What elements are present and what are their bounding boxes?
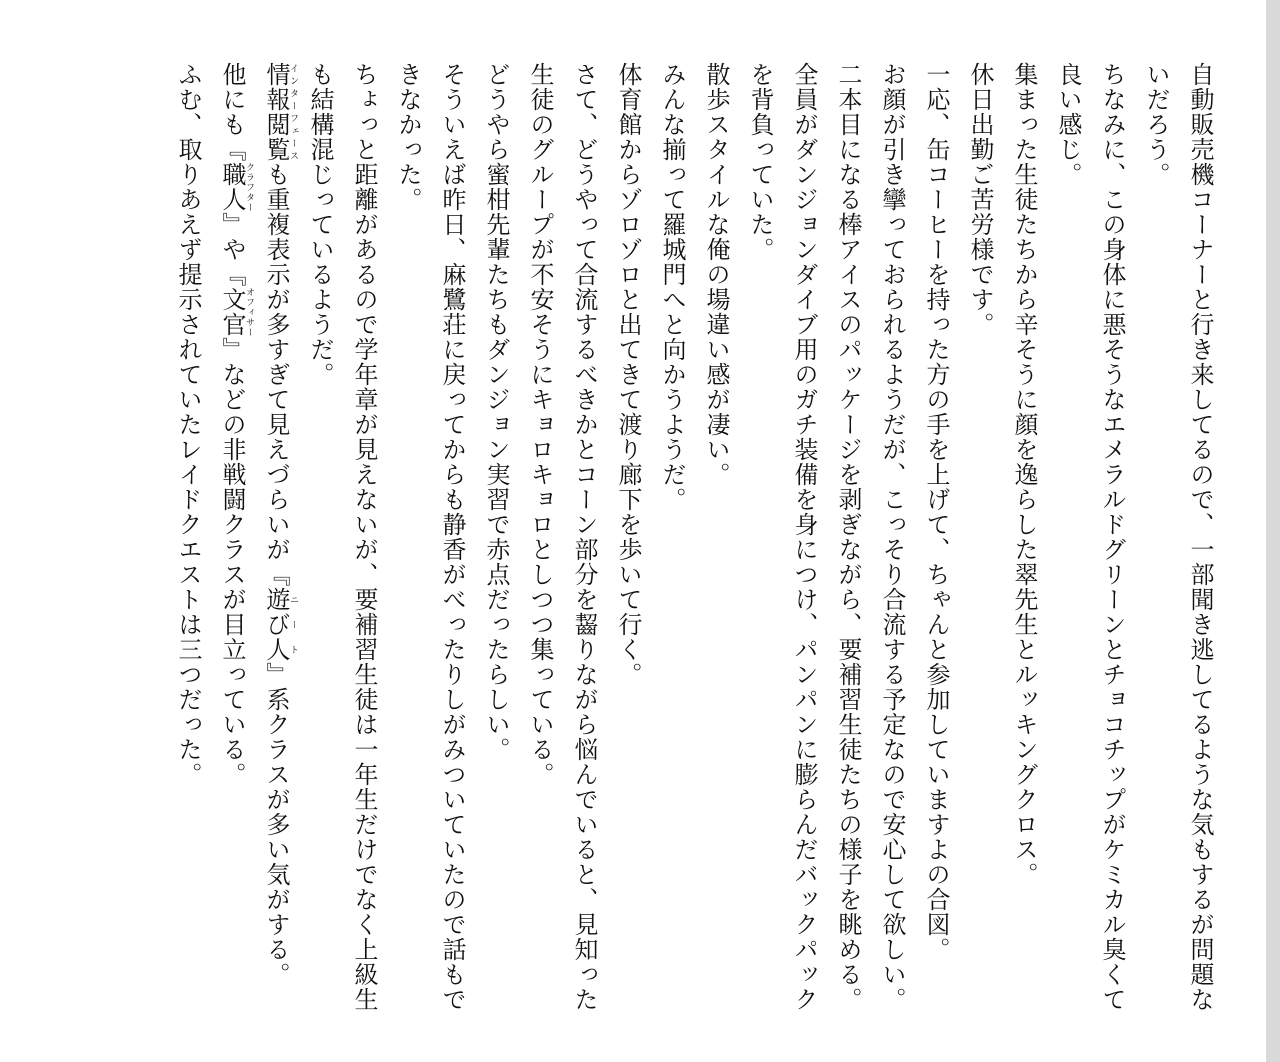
paragraph-14: そういえば昨日、麻鷺荘に戻ってからも静香がべったりしがみついていたので話もできなかった。 [394,62,466,1012]
paragraph-13: どうやら蜜柑先輩たちもダンジョン実習で赤点だったらしい。 [482,62,510,762]
page-edge [1266,0,1280,1062]
paragraph-2: ちなみに、この身体に悪そうなエメラルドグリーンとチョコチップがケミカル臭くて良い感じ。 [1054,62,1126,1012]
paragraph-16: 情報閲覧インターフェースも重複表示が多すぎて見えづらいが『遊び人ニート』系クラスが多い気がする。 [262,62,298,987]
paragraph-17: 他にも『職人クラフター』や『文官オフィサー』などの非戦闘クラスが目立っている。 [218,62,254,787]
paragraph-15: ちょっと距離があるので学年章が見えないが、要補習生徒は一年生だけでなく上級生も結構混じっているようだ。 [306,62,378,1012]
paragraph-10: みんな揃って羅城門へと向かうようだ。 [658,62,686,512]
paragraph-11: 体育館からゾロゾロと出てきて渡り廊下を歩いて行く。 [614,62,642,687]
paragraph-3: 集まった生徒たちから辛そうに顔を逸らした翠先生とルッキングクロス。 [1010,62,1038,887]
paragraph-7: 二本目になる棒アイスのパッケージを剥ぎながら、要補習生徒たちの様子を眺める。 [834,62,862,1012]
paragraph-6: お顔が引き攣っておられるようだが、こっそり合流する予定なので安心して欲しい。 [878,62,906,1012]
paragraph-1: 自動販売機コーナーと行き来してるので、一部聞き逃してるような気もするが問題ないだろう。 [1142,62,1214,1012]
vertical-text-body [166,62,1222,1022]
paragraph-9: 散歩スタイルな俺の場違い感が凄い。 [702,62,730,487]
paragraph-8: 全員がダンジョンダイブ用のガチ装備を身につけ、パンパンに膨らんだバックパックを背負っていた。 [746,62,818,1012]
paragraph-5: 一応、缶コーヒーを持った方の手を上げて、ちゃんと参加していますよの合図。 [922,62,950,962]
paragraph-4: 休日出勤ご苦労様です。 [966,62,994,337]
paragraph-18: ふむ、取りあえず提示されていたレイドクエストは三つだった。 [174,62,202,787]
paragraph-12: さて、どうやって合流するべきかとコーン部分を齧りながら悩んでいると、見知った生徒のグループが不安そうにキョロキョロとしつつ集っている。 [526,62,598,1012]
novel-page[interactable] [52,62,1222,1022]
